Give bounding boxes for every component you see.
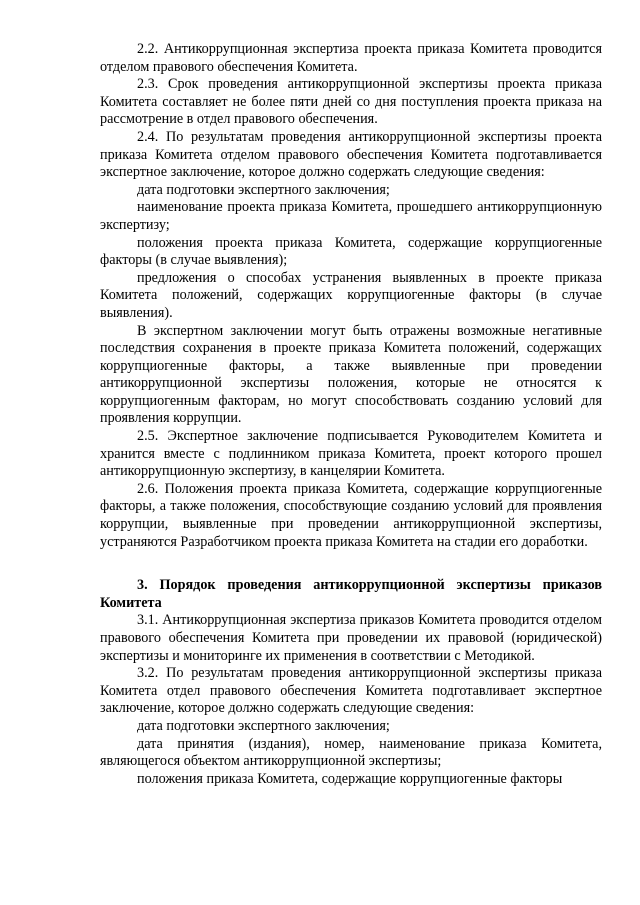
paragraph-2-5: 2.5. Экспертное заключение подписывается Руководителем Комитета и хранится вместе с подлинником приказа Комитета, проект которого прошел антикоррупционную экспертизу, в канцелярии Комитета. — [100, 428, 602, 480]
paragraph-2-3: 2.3. Срок проведения антикоррупционной экспертизы проекта приказа Комитета составляет не более пяти дней со дня поступления проекта приказа на рассмотрение в отдел правового обеспечения. — [100, 76, 602, 128]
list-item-proposals: предложения о способах устранения выявленных в проекте приказа Комитета положений, содержащих коррупциогенные факторы (в случае выявления). — [100, 269, 602, 321]
list-item-provisions-2: положения приказа Комитета, содержащие коррупциогенные факторы — [137, 770, 563, 787]
paragraph-2-6: 2.6. Положения проекта приказа Комитета, содержащие коррупциогенные факторы, а также положения, способствующие созданию условий для проявления коррупции, выявленные при проведении антикоррупционной экспертизы, устраняются Разработчиком проекта приказа Комитета на стадии его доработки. — [100, 480, 602, 550]
paragraph-2-2: 2.2. Антикоррупционная экспертиза проекта приказа Комитета проводится отделом правового обеспечения Комитета. — [100, 41, 602, 75]
list-item-date-2: дата подготовки экспертного заключения; — [137, 717, 390, 734]
list-item-date: дата подготовки экспертного заключения; — [137, 181, 390, 198]
list-item-provisions: положения проекта приказа Комитета, содержащие коррупциогенные факторы (в случае выявления); — [100, 234, 602, 269]
paragraph-3-2: 3.2. По результатам проведения антикоррупционной экспертизы приказа Комитета отдел правового обеспечения Комитета подготавливает экспертное заключение, которое должно содержать следующие сведения: — [100, 665, 602, 717]
list-item-name: наименование проекта приказа Комитета, прошедшего антикоррупционную экспертизу; — [100, 199, 602, 233]
document-body — [100, 41, 602, 788]
paragraph-3-1: 3.1. Антикоррупционная экспертиза приказов Комитета проводится отделом правового обеспечения Комитета при проведении их правовой (юридической) экспертизы и мониторинге их применения в соответствии с Методикой. — [100, 612, 602, 664]
paragraph-2-4: 2.4. По результатам проведения антикоррупционной экспертизы проекта приказа Комитета отделом правового обеспечения Комитета подготавливается экспертное заключение, которое должно содержать следующие сведения: — [100, 128, 602, 181]
paragraph-consequences: В экспертном заключении могут быть отражены возможные негативные последствия сохранения в проекте приказа Комитета положений, содержащих коррупциогенные факторы, а также выявленные при проведении антикоррупционной экспертизы положения, которые не относятся к коррупциогенным факторам, но могут способствовать созданию условий для проявления коррупции. — [100, 322, 602, 427]
list-item-adoption: дата принятия (издания), номер, наименование приказа Комитета, являющегося объектом антикоррупционной экспертизы; — [100, 735, 602, 770]
section-heading-3: 3. Порядок проведения антикоррупционной экспертизы приказов Комитета — [100, 577, 602, 611]
